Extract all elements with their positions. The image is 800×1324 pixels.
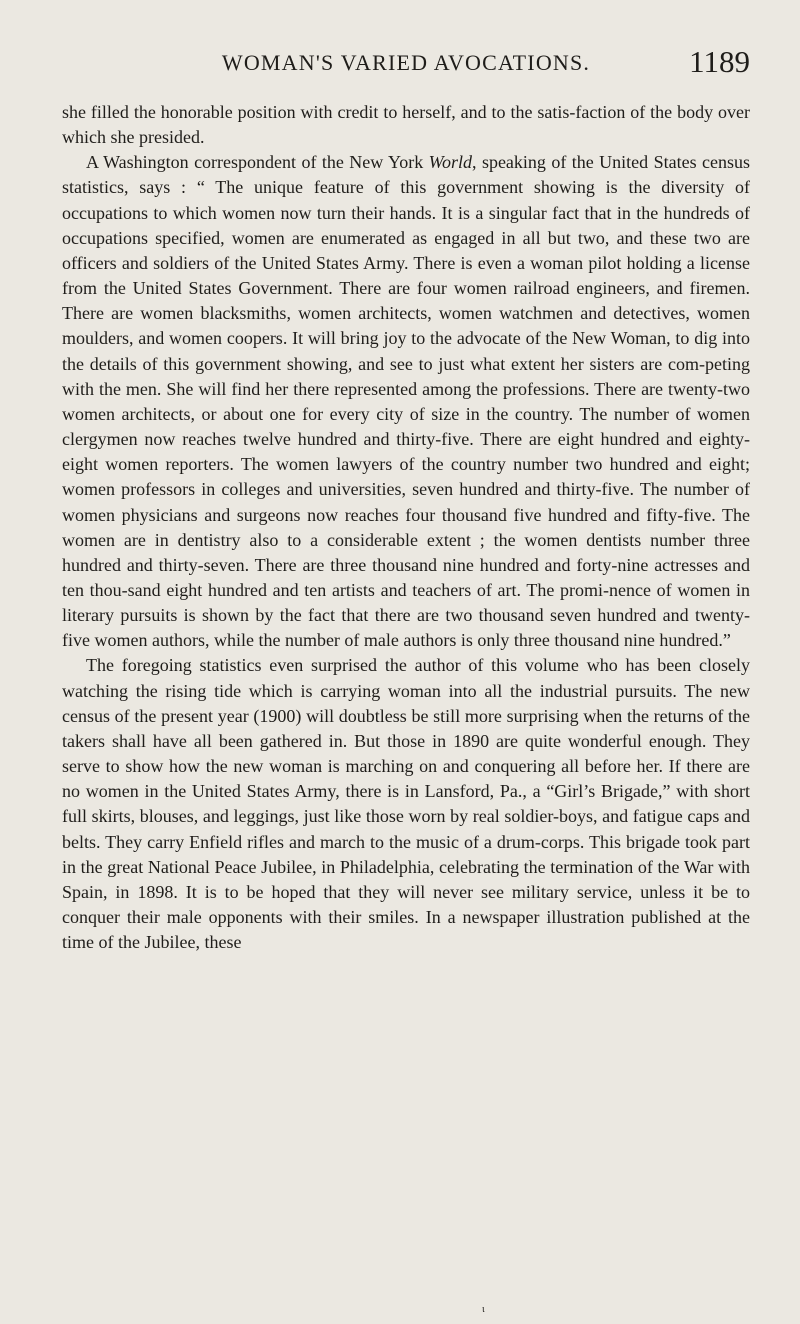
paragraph-census-quote bbox=[62, 150, 750, 653]
paragraph-census-quote-body: , speaking of the United States census statistics, says : “ The unique feature of this government showing is the diversity of occupations to which women now turn their hands. It is a singular fact that in the hundreds of occupations specified, women are enumerated as engaged in all but two, and these two are officers and soldiers of the United States Army. There is even a woman pilot holding a license from the United States Government. There are four women railroad engineers, and firemen. There are women blacksmiths, women architects, women watchmen and detectives, women moulders, and women coopers. It will bring joy to the advocate of the New Woman, to dig into the details of this government showing, and see to just what extent her sisters are com-peting with the men. She will find her there represented among the professions. There are twenty-two women architects, or about one for every city of size in the country. The number of women clergymen now reaches twelve hundred and thirty-five. There are eight hundred and eighty-eight women reporters. The women lawyers of the country number two hundred and eight; women professors in colleges and universities, seven hundred and thirty-five. The number of women physicians and surgeons now reaches four thousand five hundred and fifty-five. The women are in dentistry also to a considerable extent ; the women dentists number three hundred and thirty-seven. There are three thousand nine hundred and forty-nine actresses and ten thou-sand eight hundred and ten artists and teachers of art. The promi-nence of women in literary pursuits is shown by the fact that there are two thousand seven hundred and twenty-five women authors, while the number of male authors is only three thousand nine hundred.” bbox=[62, 152, 750, 651]
running-header bbox=[62, 46, 750, 82]
printer-mark: ι bbox=[482, 1304, 485, 1315]
body-text bbox=[62, 100, 750, 955]
running-title: WOMAN'S VARIED AVOCATIONS. bbox=[221, 50, 591, 75]
paragraph-census-quote-lead: A Washington correspondent of the New York bbox=[86, 152, 429, 173]
page-number: 1189 bbox=[689, 44, 750, 79]
newspaper-title: World bbox=[428, 152, 473, 173]
paragraph-commentary: The foregoing statistics even surprised the author of this volume who has been closely watching the rising tide which is carrying woman into all the industrial pursuits. The new census of the present year (1900) will doubtless be still more surprising when the returns of the takers shall have all been gathered in. But those in 1890 are quite wonderful enough. They serve to show how the new woman is marching on and conquering all before her. If there are no women in the United States Army, there is in Lansford, Pa., a “Girl’s Brigade,” with short full skirts, blouses, and leggings, just like those worn by real soldier-boys, and fatigue caps and belts. They carry Enfield rifles and march to the music of a drum-corps. This brigade took part in the great National Peace Jubilee, in Philadelphia, celebrating the termination of the War with Spain, in 1898. It is to be hoped that they will never see military service, unless it be to conquer their male opponents with their smiles. In a newspaper illustration published at the time of the Jubilee, these bbox=[62, 655, 750, 953]
paragraph-continuation: she filled the honorable position with credit to herself, and to the satis-faction of the body over which she presided. bbox=[62, 102, 750, 148]
